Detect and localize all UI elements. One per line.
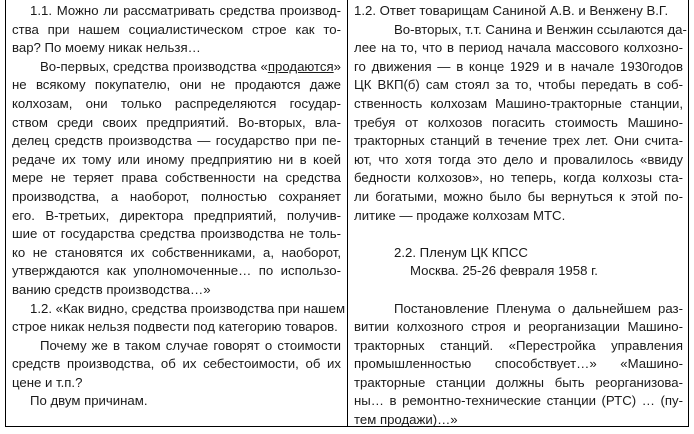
text-line: колхозам, они только распределяются государ- [12, 95, 341, 111]
text-line: цене и т.п.? [12, 374, 83, 390]
section-heading: 1.2. Ответ товарищам Саниной А.В. и Венжену В.Г. [354, 3, 669, 18]
text-line: витии колхозного строя и реорганизации Машино- [354, 319, 683, 335]
text-line: 1.2. «Как видно, средства производства при нашем [30, 300, 346, 316]
blank-line [354, 281, 683, 300]
text-line: ванию средств производства…» [12, 281, 211, 297]
text-line: го движения — в конце 1929 и в начале 1930годов [354, 58, 683, 74]
text-line: тем продажи)…» [354, 412, 458, 428]
plenum-date: Москва. 25-26 февраля 1958 г. [410, 263, 598, 279]
text-line: средств производства, об их себестоимости, об их [12, 356, 341, 372]
text-line: ственность колхозам Машино-тракторные станции, [354, 95, 683, 111]
plenum-heading: 2.2. Пленум ЦК КПСС [394, 244, 528, 260]
text-line: 1.1. Можно ли рассматривать средства производ- [30, 3, 341, 18]
text-line: его. В-третьих, директора предприятий, получив- [12, 207, 341, 223]
text-line: Во-вторых, т.т. Санина и Венжин ссылаются да- [394, 21, 687, 37]
blank-line [354, 225, 683, 244]
text-fragment: Во-первых, средства производства « [40, 58, 268, 74]
text-line: строе никак нельзя подвести под категорию товаров. [12, 319, 338, 335]
text-line: требуя от колхозов погасить стоимость Машино- [354, 114, 683, 130]
text-line: мере не теряет права собственности на средства [12, 170, 341, 186]
text-fragment: » [333, 58, 341, 74]
text-line: ют, что хотя тогда это дело и провалилось «ввиду [354, 151, 683, 167]
text-line: ства при нашем социалистическом строе как то- [12, 21, 341, 37]
text-line: тракторных станций. «Перестройка управления [354, 337, 683, 353]
text-line: ЦК ВКП(б) сам стоял за то, чтобы передать в соб- [354, 77, 683, 93]
text-line: делец средств производства — государство при пе- [12, 133, 341, 149]
text-line: По двум причинам. [30, 393, 148, 409]
right-column-cell [348, 0, 689, 426]
text-line: утверждаются как уполномоченные… по использо- [12, 263, 341, 279]
text-line: Почему же в таком случае говорят о стоимости [40, 337, 341, 353]
text-line: вар? По моему никак нельзя… [12, 40, 201, 56]
text-line: ны… в ремонтно-технические станции (РТС) … (пу- [354, 393, 683, 409]
text-line-with-underline [12, 58, 341, 77]
left-column-cell [6, 0, 348, 426]
text-line: бедности колхозов», но теперь, когда колхозы ста- [354, 170, 683, 186]
underlined-word: продаются [267, 58, 334, 74]
text-line: тракторных станций в течение трех лет. Они счита- [354, 133, 683, 149]
text-line: литике — продаже колхозам МТС. [354, 207, 566, 223]
text-line: Постановление Пленума о дальнейшем раз- [394, 300, 683, 316]
text-line: тракторные станции должны быть реорганизова- [354, 374, 683, 390]
text-line: лее на то, что в период начала массового колхозно- [354, 40, 683, 56]
text-line: ством среди своих предприятий. Во-вторых, вла- [12, 114, 341, 130]
text-line: ли богатыми, можно было бы вернуться к этой по- [354, 188, 683, 204]
text-line: промышленностью способствует…» «Машино- [354, 356, 683, 372]
text-line: не всякому покупателю, они не продаются даже [12, 77, 341, 93]
text-line: редаче их тому или иному предприятию ни в коей [12, 151, 341, 167]
text-line: ко не становятся их собственниками, а, наоборот, [12, 244, 341, 260]
text-line: производства, а наоборот, полностью сохраняет [12, 188, 341, 204]
text-line: шие от государства средства производства не толь- [12, 226, 341, 242]
two-column-quote-table [5, 0, 689, 427]
